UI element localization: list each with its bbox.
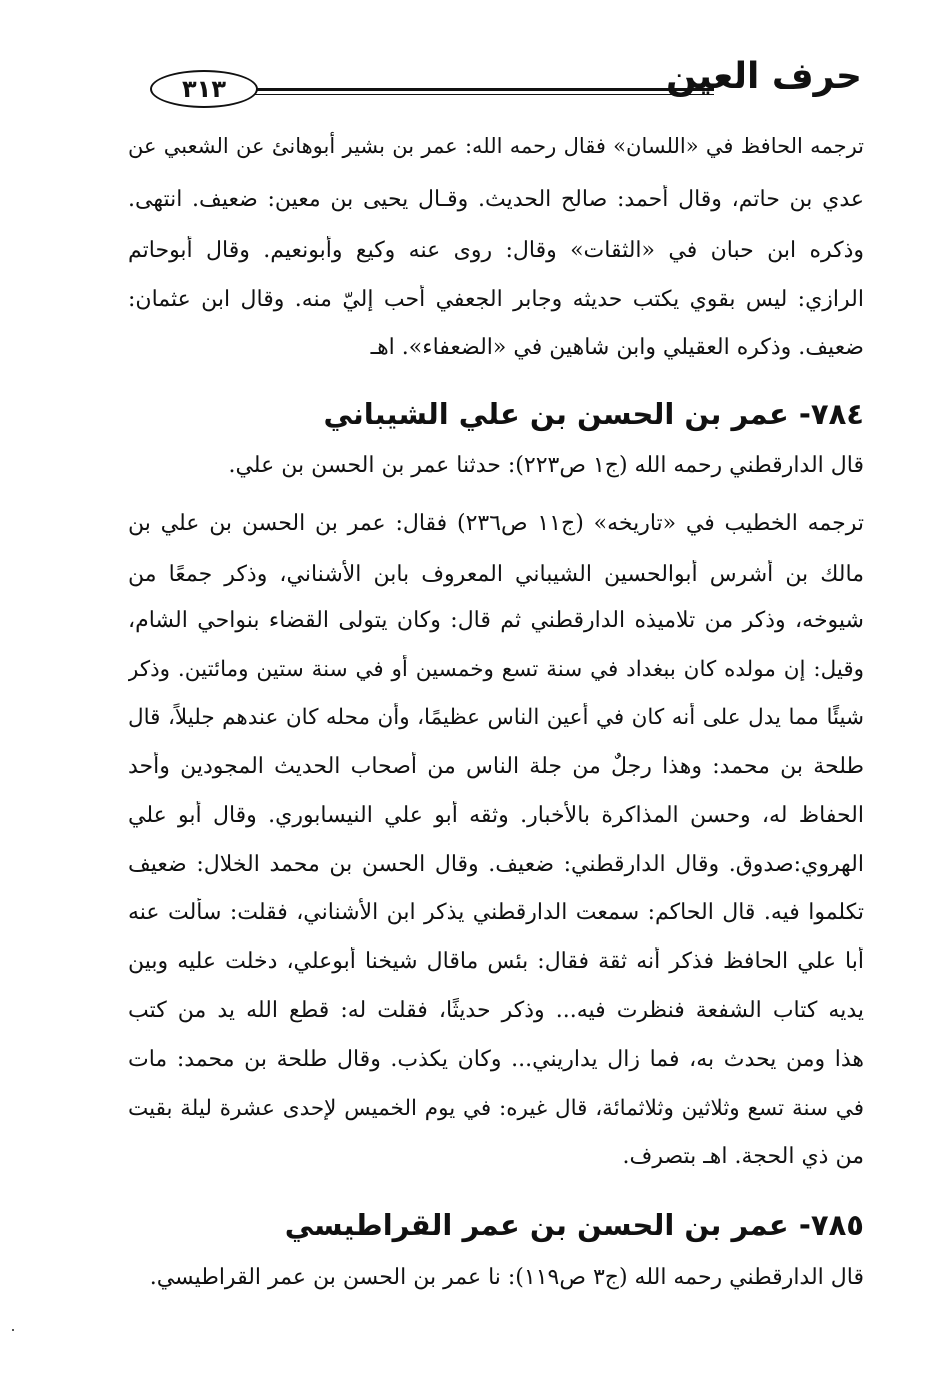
page-header xyxy=(128,50,864,102)
text-line: تكلموا فيه. قال الحاكم: سمعت الدارقطني يذكر ابن الأشناني، فقلت: سألت عنه xyxy=(128,900,864,925)
text-line: مالك بن أشرس أبوالحسين الشيباني المعروف بابن الأشناني، وذكر جمعًا من xyxy=(128,562,864,587)
text-line: ترجمه الخطيب في «تاريخه» (ج١١ ص٢٣٦) فقال: عمر بن الحسن بن علي بن xyxy=(128,511,864,536)
text-line: يديه كتاب الشفعة فنظرت فيه... وذكر حديثًا، فقلت له: قطع الله يد من كتب xyxy=(128,998,864,1023)
text-line: قال الدارقطني رحمه الله (ج١ ص٢٢٣): حدثنا عمر بن الحسن بن علي. xyxy=(228,453,864,478)
text-line: وذكره ابن حبان في «الثقات» وقال: روى عنه وكيع وأبونعيم. وقال أبوحاتم xyxy=(128,238,864,263)
text-line: طلحة بن محمد: وهذا رجلٌ من جلة الناس من أصحاب الحديث المجودين وأحد xyxy=(128,754,864,779)
entry-heading-784: ٧٨٤- عمر بن الحسن بن علي الشيباني xyxy=(323,397,864,431)
text-line: من ذي الحجة. اهـ بتصرف. xyxy=(622,1144,864,1169)
header-rule-thick xyxy=(228,88,714,91)
text-line: عدي بن حاتم، وقال أحمد: صالح الحديث. وقـال يحيى بن معين: ضعيف. انتهى. xyxy=(128,187,864,212)
text-line: ترجمه الحافظ في «اللسان» فقال رحمه الله: عمر بن بشير أبوهانئ عن الشعبي عن xyxy=(128,134,864,158)
text-line: هذا ومن يحدث به، فما زال يداريني... وكان يكذب. وقال طلحة بن محمد: مات xyxy=(128,1047,864,1072)
text-line: قال الدارقطني رحمه الله (ج٣ ص١١٩): نا عمر بن الحسن بن عمر القراطيسي. xyxy=(149,1265,864,1290)
header-rule-thin xyxy=(228,94,714,95)
scan-speck xyxy=(12,1329,14,1331)
text-line: ضعيف. وذكره العقيلي وابن شاهين في «الضعفاء». اهـ xyxy=(370,335,864,360)
entry-heading-785: ٧٨٥- عمر بن الحسن بن عمر القراطيسي xyxy=(284,1208,864,1242)
page-number: ٣١٣ xyxy=(150,70,258,108)
text-line: الهروي:صدوق. وقال الدارقطني: ضعيف. وقال الحسن بن محمد الخلال: ضعيف xyxy=(128,852,864,877)
text-line: وقيل: إن مولده كان ببغداد في سنة تسع وخمسين أو في سنة ستين ومائتين. وذكر xyxy=(128,657,864,682)
text-line: شيوخه، وذكر من تلاميذه الدارقطني ثم قال: وكان يتولى القضاء بنواحي الشام، xyxy=(128,608,864,633)
text-line: الرازي: ليس بقوي يكتب حديثه وجابر الجعفي أحب إليّ منه. وقال ابن عثمان: xyxy=(128,287,864,312)
text-line: أبا علي الحافظ فذكر أنه ثقة فقال: بئس ماقال شيخنا أبوعلي، دخلت عليه وبين xyxy=(128,949,864,974)
text-line: شيئًا مما يدل على أنه كان في أعين الناس عظيمًا، وأن محله كان عندهم جليلاً، قال xyxy=(128,705,864,730)
chapter-title: حرف العين xyxy=(666,56,862,97)
text-line: الحفاظ له، وحسن المذاكرة بالأخبار. وثقه أبو علي النيسابوري. وقال أبو علي xyxy=(128,803,864,828)
text-line: في سنة تسع وثلاثين وثلاثمائة، قال غيره: في يوم الخميس لإحدى عشرة ليلة بقيت xyxy=(128,1096,864,1121)
